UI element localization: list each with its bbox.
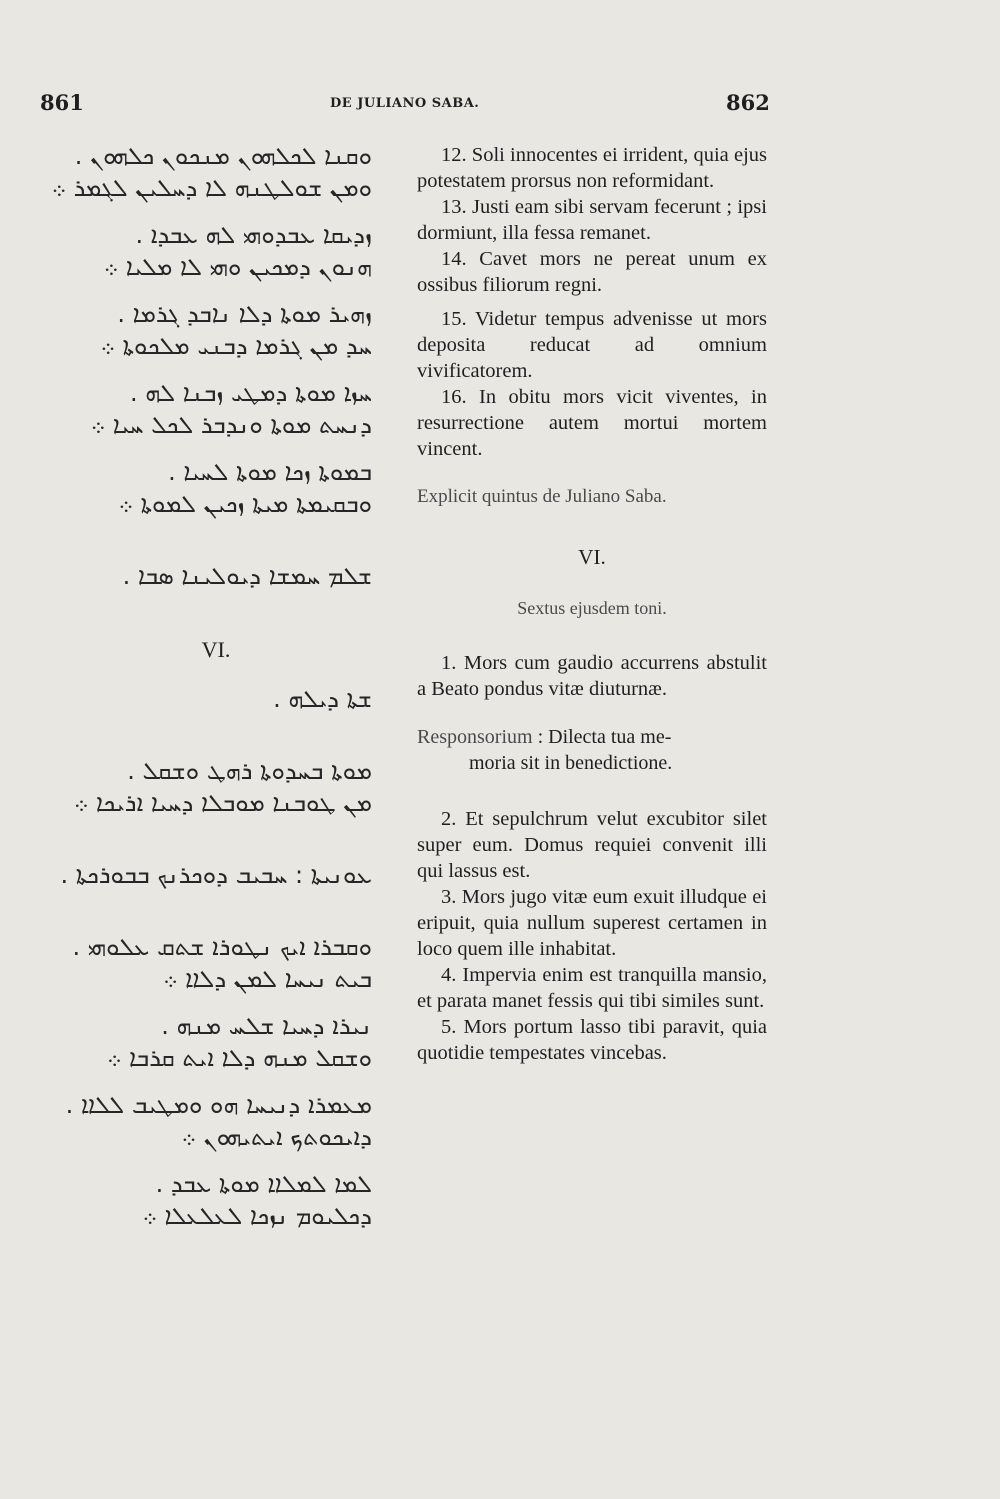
latin-strophe-4: 4. Impervia enim est tranquilla mansio, et parata manet fessis qui tibi similes sunt. (417, 964, 767, 1012)
page-number-right: 862 (726, 90, 770, 115)
syriac-line: ܙܕܝܩܐ ܥܒܕܘܗܝ ܠܗ ܥܒܕܐ . (135, 221, 372, 249)
latin-strophe-3: 3. Mors jugo vitæ eum exuit illudque ei eripuit, quia nullum superest certamen in loco quem ille inhabitat. (417, 886, 767, 960)
syriac-subtitle: ܫܬܐ ܕܝܠܗ . (273, 685, 372, 713)
page-header (0, 88, 1000, 128)
syriac-line: ܚܙܐ ܡܘܬܐ ܕܡܛܝ ܙܒܢܐ ܠܗ . (130, 379, 372, 407)
syriac-line: ܘܡܢ ܫܘܠܛܢܗ ܠܐ ܕܚܠܝܢ ܠܓܡܪ ܀ (51, 174, 372, 202)
running-title: DE JULIANO SABA. (330, 96, 480, 111)
syriac-line: ܘܫܩܠ ܡܢܗ ܕܠܐ ܐܝܬ ܩܪܒܐ ܀ (107, 1044, 372, 1072)
latin-section-heading: VI. (578, 545, 606, 569)
syriac-line: ܡܢ ܛܘܒܢܐ ܡܘܒܠܐ ܕܚܝܐ ܐܪܝܟܐ ܀ (73, 789, 372, 817)
syriac-line: ܙܗܝܪ ܡܘܬܐ ܕܠܐ ܢܐܒܕ ܓܪܡܐ . (117, 300, 372, 328)
syriac-line: ܠܡܐ ܠܡܠܐܐ ܡܘܬܐ ܥܒܕ . (155, 1170, 372, 1198)
syriac-line: ܚܕ ܡܢ ܓܪܡܐ ܕܒܢܝ ܡܠܟܘܬܐ ܀ (100, 332, 372, 360)
syriac-explicit-line: ܫܠܡ ܚܡܫܐ ܕܝܘܠܝܢܐ ܣܒܐ . (122, 562, 372, 590)
syriac-line: ܘܒܩܝܡܬܐ ܡܝܬܐ ܙܟܝܢ ܠܡܘܬܐ ܀ (118, 490, 372, 518)
syriac-section-heading: VI. (201, 637, 231, 662)
responsory-text-2: moria sit in benedictione. (469, 752, 673, 774)
syriac-line: ܕܢܚܬ ܡܘܬܐ ܘܢܕܒܪ ܠܟܠ ܚܝܐ ܀ (90, 411, 372, 439)
latin-strophe-16: 16. In obitu mors vicit viventes, in resurrectione autem mortui mortem vincent. (417, 386, 767, 460)
latin-strophe-13: 13. Justi eam sibi servam fecerunt ; ipsi dormiunt, illa fessa remanet. (417, 196, 767, 244)
latin-strophe-1: 1. Mors cum gaudio accurrens abstulit a Beato pondus vitæ diuturnæ. (417, 652, 767, 700)
latin-strophe-2: 2. Et sepulchrum velut excubitor silet super eum. Domus requiei convenit illi qui lassus est. (417, 808, 767, 882)
latin-strophe-14: 14. Cavet mors ne pereat unum ex ossibus filiorum regni. (417, 248, 767, 296)
syriac-line: ܢܝܪܐ ܕܚܝܐ ܫܠܚ ܡܢܗ . (161, 1012, 372, 1040)
syriac-line: ܒܝܬ ܢܝܚܐ ܠܡܢ ܕܠܐܐ ܀ (163, 965, 372, 993)
syriac-line: ܕܐܝܟܘܬܟ ܐܝܬܝܗܘܢ ܀ (181, 1123, 372, 1151)
syriac-line: ܘܩܢܐ ܠܟܠܗܘܢ ܡܢܟܘܢ ܟܠܗܘܢ . (74, 142, 372, 170)
latin-strophe-12: 12. Soli innocentes ei irrident, quia ejus potestatem prorsus non reformidant. (417, 144, 767, 192)
syriac-responsory: ܥܘܢܝܬܐ : ܚܒܝܒ ܕܘܟܪܢܟ ܒܒܘܪܟܬܐ . (60, 861, 372, 889)
syriac-line: ܗܢܘܢ ܕܡܟܝܢ ܘܗܝ ܠܐ ܡܠܝܐ ܀ (103, 253, 372, 281)
syriac-line: ܕܟܠܝܘܡ ܢܙܟܐ ܠܥܠܥܠܐ ܀ (142, 1202, 372, 1230)
latin-strophe-5: 5. Mors portum lasso tibi paravit, quia quotidie tempestates vincebas. (417, 1016, 767, 1064)
syriac-line: ܡܘܬܐ ܒܚܕܘܬܐ ܪܗܛ ܘܫܩܠ . (127, 757, 372, 785)
latin-column (417, 142, 767, 1066)
syriac-line: ܡܥܡܪܐ ܕܢܝܚܐ ܗܘ ܘܡܛܝܒ ܠܠܐܐ . (65, 1091, 372, 1119)
page-number-left: 861 (40, 90, 84, 115)
responsory-label: Responsorium (417, 726, 533, 748)
syriac-column (51, 140, 372, 1232)
syriac-line: ܘܩܒܪܐ ܐܝܟ ܢܛܘܪܐ ܫܬܩ ܥܠܘܗܝ . (72, 933, 372, 961)
latin-strophe-15: 15. Videtur tempus advenisse ut mors deposita reducat ad omnium vivificatorem. (417, 308, 767, 382)
latin-explicit: Explicit quintus de Juliano Saba. (417, 486, 667, 507)
latin-subtitle: Sextus ejusdem toni. (517, 598, 667, 618)
latin-responsory (417, 724, 767, 776)
syriac-line: ܒܡܘܬܐ ܙܟܐ ܡܘܬܐ ܠܚܝܐ . (168, 458, 372, 486)
responsory-text-1: : Dilecta tua me- (532, 726, 672, 748)
